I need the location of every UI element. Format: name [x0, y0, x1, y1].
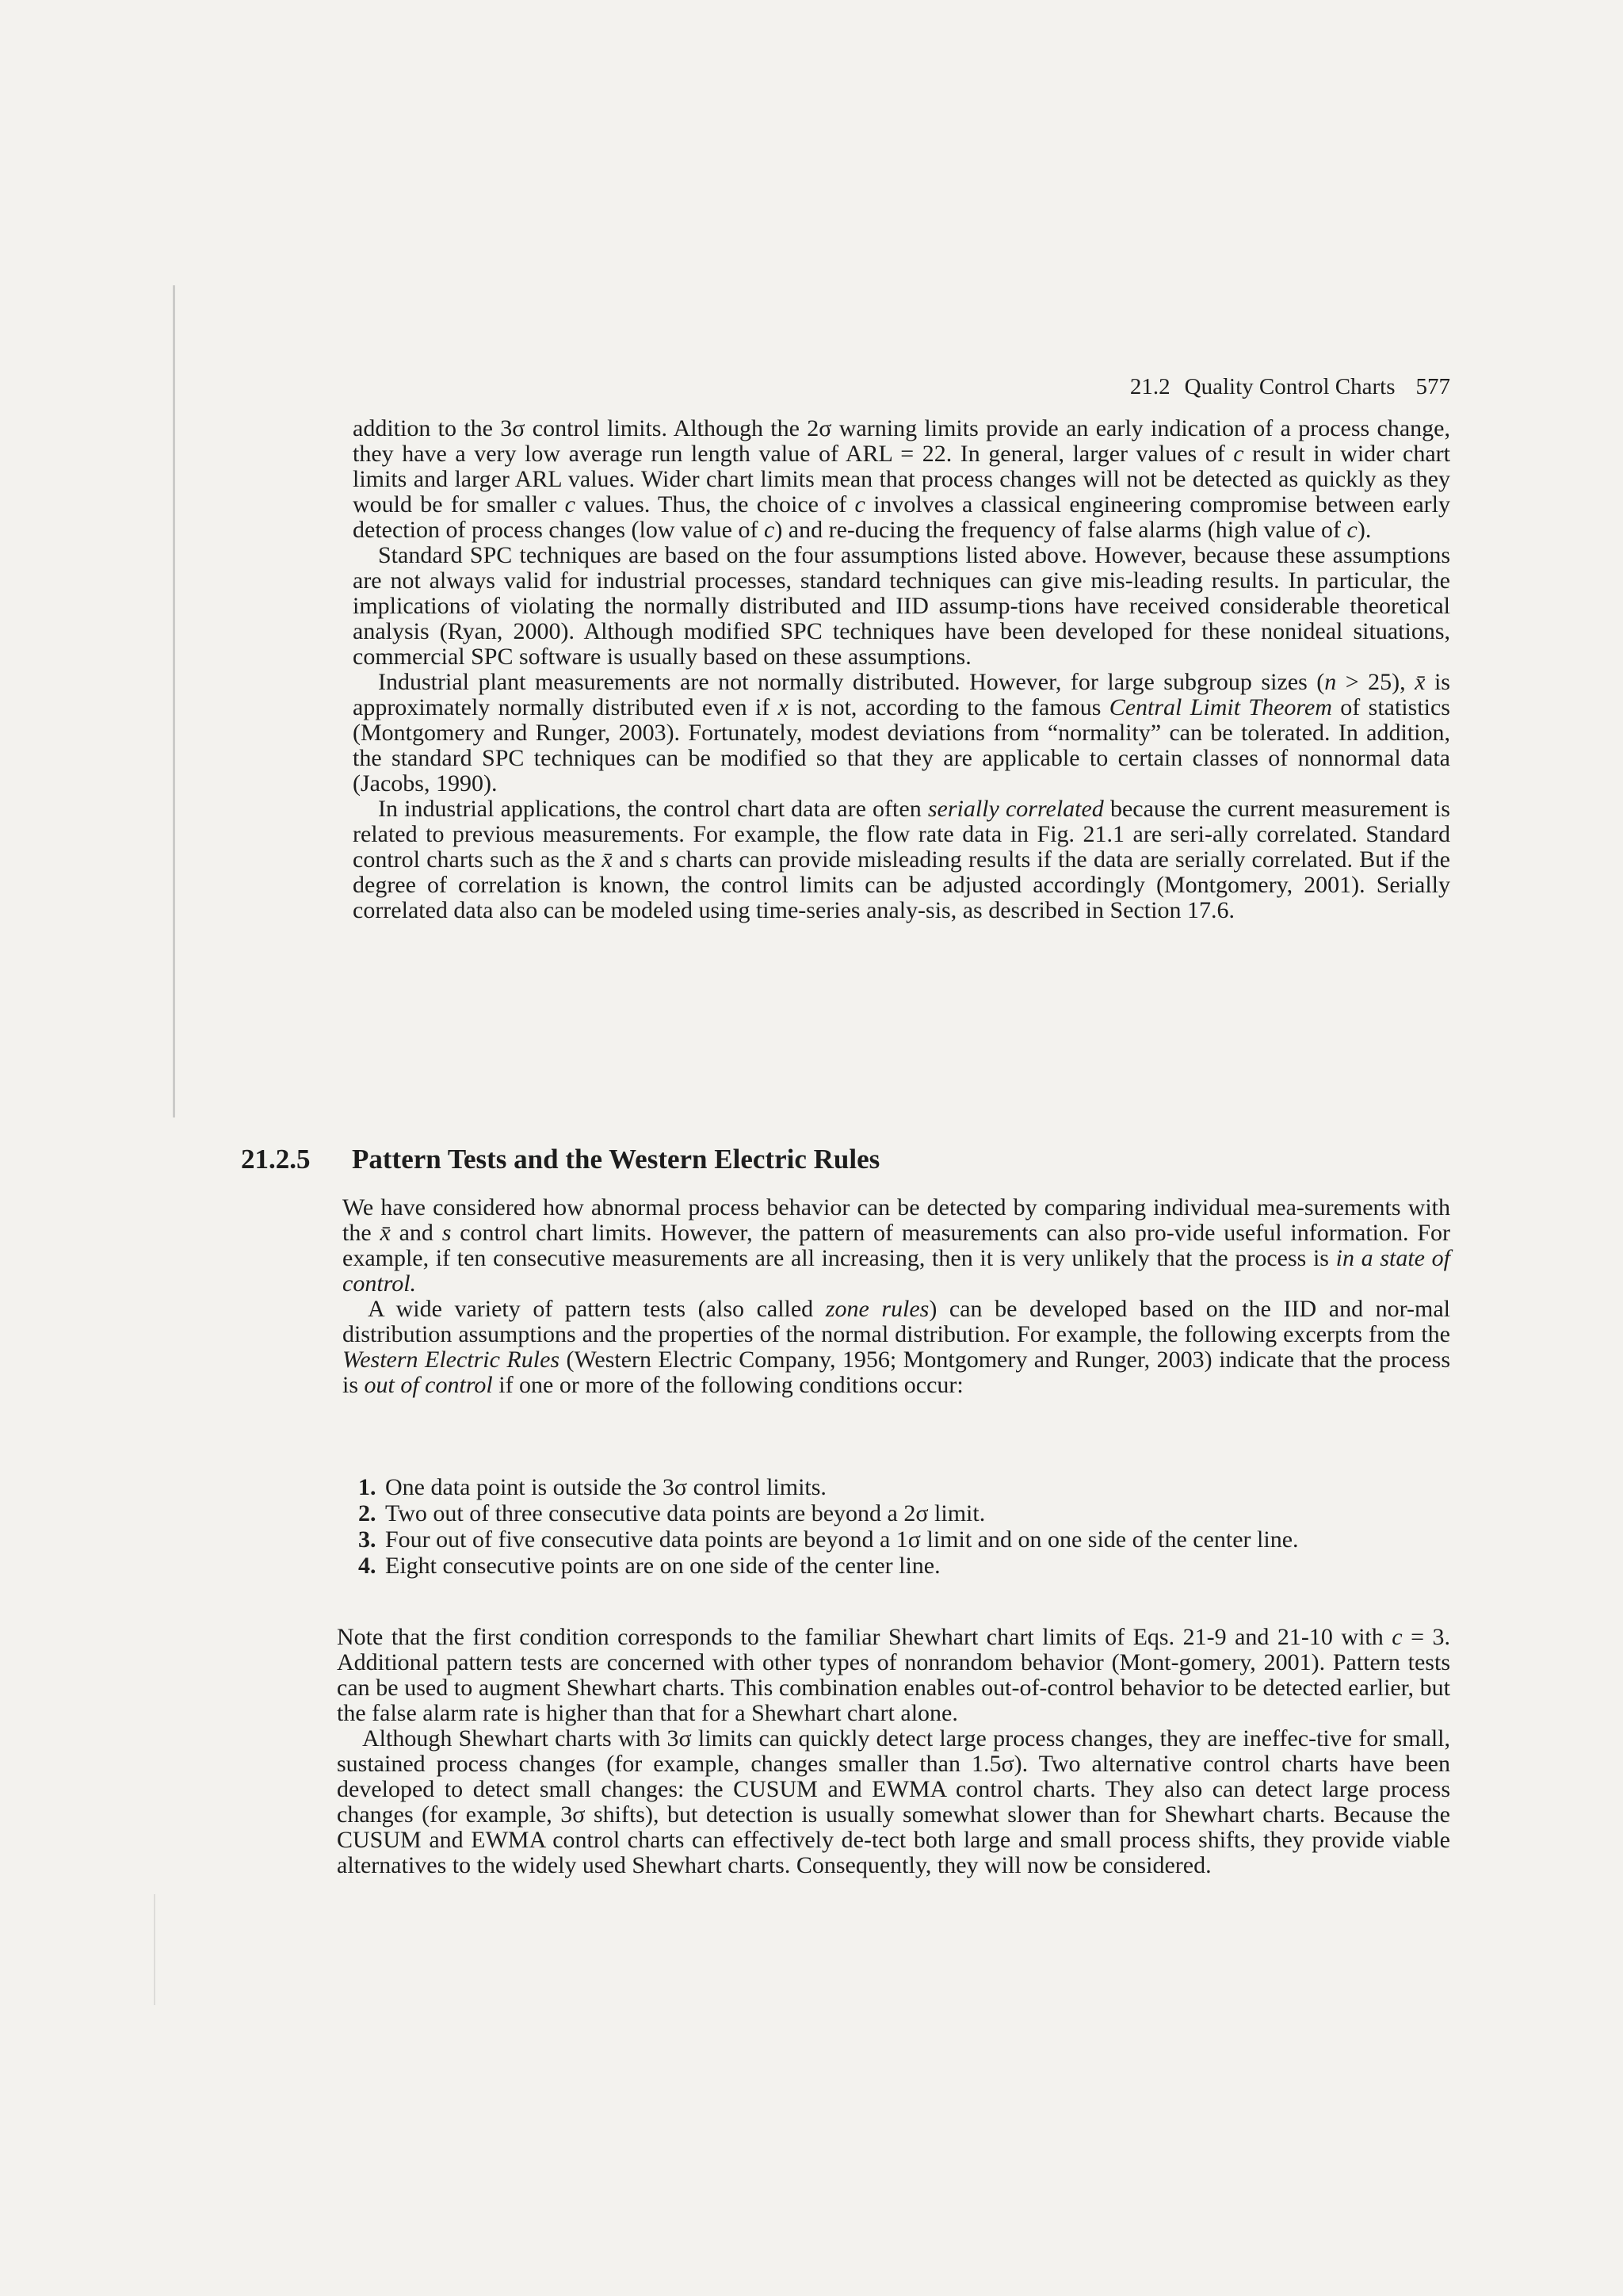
text-run: because the current measurement is related to previous measurements. For example, the flow rate data in Fig. 21.1 are seri-ally correlated. Standard control charts such as the: [353, 796, 1450, 873]
paragraph-shewhart-limits: [337, 1625, 1450, 1726]
binding-shadow-lower: [154, 1894, 155, 2005]
list-item-number: 4.: [358, 1553, 376, 1579]
text-run: (Western Electric Company, 1956; Montgomery and Runger, 2003) indicate that the process is: [342, 1347, 1450, 1398]
text-run: is not, according to the famous: [788, 694, 1109, 720]
text-run: = 3. Additional pattern tests are concerned with other types of nonrandom behavior (Mont-gomery, 2001). Pattern tests can be used to augment Shewhart charts. This combination enables out-of-control behavior to be detected earlier, but the false alarm rate is higher than that for a Shewhart chart alone.: [337, 1624, 1450, 1726]
text-run: addition to the 3σ control limits. Although the 2σ warning limits provide an early indication of a process change, they have a very low average run length value of ARL = 22. In general, larger values of: [353, 415, 1450, 467]
math-c: c: [564, 491, 575, 518]
list-item-number: 2.: [358, 1500, 376, 1526]
central-limit-theorem-term: Central Limit Theorem: [1109, 694, 1332, 720]
paragraph-normality: [353, 670, 1450, 797]
list-item-text: Four out of five consecutive data points are beyond a 1σ limit and on one side of the center line.: [385, 1526, 1299, 1553]
text-run: values. Thus, the choice of: [575, 491, 855, 518]
paragraph-arl-continuation: [353, 416, 1450, 543]
state-of-control-term: in a state of control.: [342, 1245, 1450, 1297]
zone-rules-term: zone rules: [825, 1296, 930, 1322]
running-head-section-number: 21.2: [1129, 374, 1170, 399]
text-run: result in wider chart limits and larger ARL values. Wider chart limits mean that process changes will not be detected as quickly as they would be for smaller: [353, 441, 1450, 518]
text-run: charts can provide misleading results if the data are serially correlated. But if the degree of correlation is known, the control limits can be adjusted accordingly (Montgomery, 2001). Serially correlated data also can be modeled using time-series analy-sis, as described in Section 17.6.: [353, 846, 1450, 923]
section-title: Pattern Tests and the Western Electric Rules: [352, 1144, 880, 1175]
text-run: Industrial plant measurements are not normally distributed. However, for large subgroup sizes (: [378, 669, 1325, 695]
page-number: 577: [1415, 374, 1450, 399]
list-item-text: Eight consecutive points are on one side of the center line.: [385, 1553, 941, 1579]
section-number: 21.2.5: [241, 1144, 311, 1175]
list-item-text: One data point is outside the 3σ control limits.: [385, 1474, 827, 1500]
math-xbar: x̄: [601, 846, 613, 873]
text-run: and: [390, 1220, 442, 1246]
math-s: s: [441, 1220, 452, 1246]
text-run: We have considered how abnormal process behavior can be detected by comparing individual mea-surements with the: [342, 1194, 1450, 1246]
paragraph-pattern-intro: [342, 1195, 1450, 1297]
math-c: c: [854, 491, 865, 518]
text-run: and: [612, 846, 660, 873]
list-item-number: 3.: [358, 1526, 376, 1553]
running-head-section-title: Quality Control Charts: [1184, 374, 1396, 399]
text-run: > 25),: [1336, 669, 1415, 695]
text-run: if one or more of the following conditions occur:: [492, 1372, 964, 1398]
list-item: [358, 1474, 1460, 1500]
text-run: control chart limits. However, the pattern of measurements can also pro-vide useful information. For example, if ten consecutive measurements are all increasing, then it is very unlikely that the process is: [342, 1220, 1450, 1271]
paragraph-cusum-ewma: Although Shewhart charts with 3σ limits can quickly detect large process changes, they are ineffec-tive for small, sustained process changes (for example, changes smaller than 1.5σ). Two alternative control charts have been developed to detect small changes: the CUSUM and EWMA control charts. They also can detect large process changes (for example, 3σ shifts), but detection is usually somewhat slower than for Shewhart charts. Because the CUSUM and EWMA control charts can effectively de-tect both large and small process shifts, they provide viable alternatives to the widely used Shewhart charts. Consequently, they will now be considered.: [337, 1725, 1450, 1878]
list-item: [358, 1500, 1460, 1526]
list-item: [358, 1526, 1460, 1553]
math-c: c: [1346, 517, 1358, 543]
body-text-upper: [353, 416, 1450, 923]
list-item: [358, 1553, 1460, 1579]
math-s: s: [659, 846, 670, 873]
text-run: of statistics (Montgomery and Runger, 2003). Fortunately, modest deviations from “normality” can be tolerated. In addition, the standard SPC techniques can be modified so that they are applicable to certain classes of nonnormal data (Jacobs, 1990).: [353, 694, 1450, 797]
serially-correlated-term: serially correlated: [927, 796, 1104, 822]
list-item-text: Two out of three consecutive data points are beyond a 2σ limit.: [385, 1500, 986, 1526]
text-run: ) can be developed based on the IID and nor-mal distribution assumptions and the properties of the normal distribution. For example, the following excerpts from the: [342, 1296, 1451, 1347]
western-electric-rules-list: [358, 1474, 1460, 1579]
paragraph-spc-assumptions: Standard SPC techniques are based on the four assumptions listed above. However, because these assumptions are not always valid for industrial processes, standard techniques can give mis-leading results. In particular, the implications of violating the normally distributed and IID assump-tions have received considerable theoretical analysis (Ryan, 2000). Although modified SPC techniques have been developed for these nonideal situations, commercial SPC software is usually based on these assumptions.: [353, 542, 1450, 670]
text-run: ) and re-ducing the frequency of false alarms (high value of: [774, 517, 1347, 543]
list-item-number: 1.: [358, 1474, 376, 1500]
body-text-pattern-tests: [342, 1195, 1450, 1398]
text-run: involves a classical engineering compromise between early detection of process changes (low value of: [353, 491, 1450, 543]
section-heading: [241, 1144, 880, 1175]
binding-shadow: [173, 285, 175, 1117]
running-head: [1070, 374, 1450, 400]
math-c: c: [763, 517, 775, 543]
text-run: is approximately normally distributed even if: [353, 669, 1450, 720]
text-run: In industrial applications, the control chart data are often: [378, 796, 928, 822]
math-x: x: [777, 694, 789, 720]
paragraph-serial-correlation: [353, 797, 1450, 923]
text-run: A wide variety of pattern tests (also called: [368, 1296, 826, 1322]
math-xbar: x̄: [1415, 669, 1426, 695]
math-xbar: x̄: [380, 1220, 391, 1246]
text-run: ).: [1357, 517, 1372, 543]
paragraph-zone-rules: [342, 1297, 1450, 1398]
text-run: Note that the first condition corresponds to the familiar Shewhart chart limits of Eqs. 21-9 and 21-10 with: [337, 1624, 1392, 1650]
math-n: n: [1324, 669, 1337, 695]
body-text-lower: [337, 1625, 1450, 1878]
math-c: c: [1233, 441, 1244, 467]
out-of-control-term: out of control: [364, 1372, 493, 1398]
math-c: c: [1392, 1624, 1403, 1650]
western-electric-rules-term: Western Electric Rules: [342, 1347, 560, 1373]
